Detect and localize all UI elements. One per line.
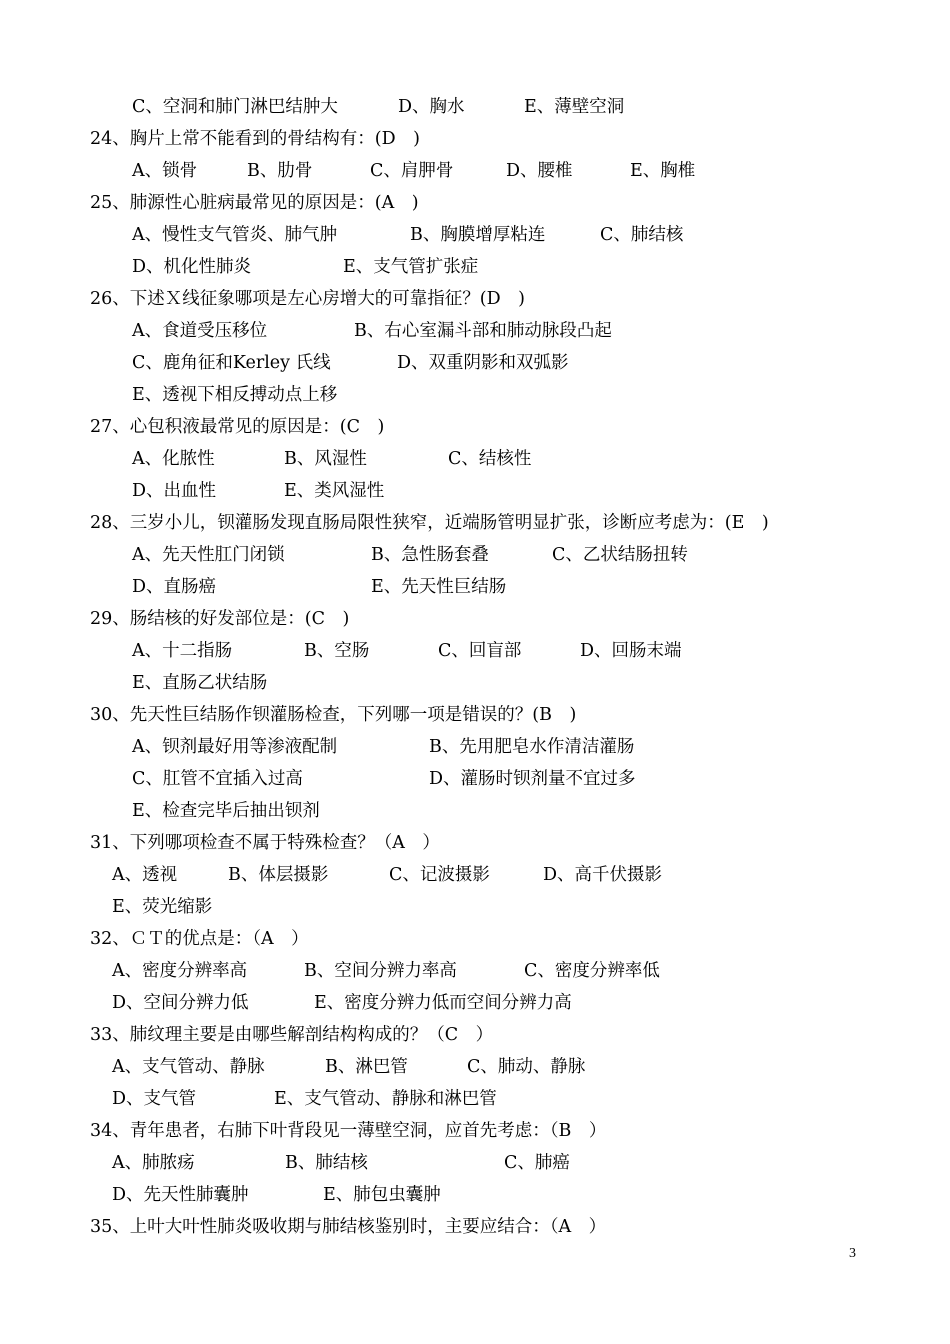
option-text: D、胸水 xyxy=(398,97,465,117)
question-text: 29、肠结核的好发部位是：(C ) xyxy=(90,609,350,629)
option-text: C、肺动、静脉 xyxy=(467,1057,586,1077)
question-text: 32、ＣＴ的优点是：（A ） xyxy=(90,929,309,949)
option-text: D、灌肠时钡剂量不宜过多 xyxy=(429,769,636,789)
question-text: 28、三岁小儿，钡灌肠发现直肠局限性狭窄，近端肠管明显扩张，诊断应考虑为：(E ) xyxy=(90,513,769,533)
option-text: E、检查完毕后抽出钡剂 xyxy=(132,801,320,821)
option-text: D、支气管 xyxy=(112,1089,197,1109)
option-text: D、双重阴影和双弧影 xyxy=(397,353,569,373)
option-text: A、十二指肠 xyxy=(132,641,233,661)
option-text: A、食道受压移位 xyxy=(132,321,268,341)
option-text: A、密度分辨率高 xyxy=(112,961,248,981)
page-number: 3 xyxy=(849,1246,856,1261)
option-text: D、先天性肺囊肿 xyxy=(112,1185,249,1205)
option-text: B、体层摄影 xyxy=(228,865,329,885)
question-text: 25、肺源性心脏病最常见的原因是：(A ) xyxy=(90,193,419,213)
option-text: E、先天性巨结肠 xyxy=(371,577,507,597)
option-text: D、直肠癌 xyxy=(132,577,217,597)
option-text: B、胸膜增厚粘连 xyxy=(410,225,546,245)
option-text: B、肺结核 xyxy=(285,1153,368,1173)
option-text: E、密度分辨力低而空间分辨力高 xyxy=(314,993,572,1013)
question-text: 26、下述Ｘ线征象哪项是左心房增大的可靠指征？(D ) xyxy=(90,289,525,309)
option-text: D、空间分辨力低 xyxy=(112,993,249,1013)
question-text: 24、胸片上常不能看到的骨结构有：(D ) xyxy=(90,129,420,149)
option-text: D、出血性 xyxy=(132,481,217,501)
option-text: D、机化性肺炎 xyxy=(132,257,252,277)
option-text: E、透视下相反搏动点上移 xyxy=(132,385,338,405)
option-text: A、化脓性 xyxy=(132,449,215,469)
option-text: C、肺结核 xyxy=(600,225,684,245)
question-text: 31、下列哪项检查不属于特殊检查？（A ） xyxy=(90,833,440,853)
option-text: E、支气管扩张症 xyxy=(343,257,479,277)
option-text: E、肺包虫囊肿 xyxy=(323,1185,441,1205)
option-text: C、乙状结肠扭转 xyxy=(552,545,688,565)
option-text: B、右心室漏斗部和肺动脉段凸起 xyxy=(354,321,612,341)
option-text: C、回盲部 xyxy=(438,641,522,661)
option-text: A、肺脓疡 xyxy=(112,1153,195,1173)
option-text: E、直肠乙状结肠 xyxy=(132,673,268,693)
option-text: D、高千伏摄影 xyxy=(543,865,663,885)
option-text: A、慢性支气管炎、肺气肿 xyxy=(132,225,338,245)
option-text: D、腰椎 xyxy=(506,161,573,181)
option-text: E、胸椎 xyxy=(630,161,696,181)
option-text: C、记波摄影 xyxy=(389,865,490,885)
option-text: B、空肠 xyxy=(304,641,370,661)
option-text: C、肛管不宜插入过高 xyxy=(132,769,303,789)
option-text: C、结核性 xyxy=(448,449,532,469)
question-text: 35、上叶大叶性肺炎吸收期与肺结核鉴别时，主要应结合：（A ） xyxy=(90,1217,607,1237)
option-text: E、薄壁空洞 xyxy=(524,97,625,117)
option-text: B、急性肠套叠 xyxy=(371,545,489,565)
option-text: A、支气管动、静脉 xyxy=(112,1057,265,1077)
option-text: B、空间分辨力率高 xyxy=(304,961,457,981)
option-text: C、空洞和肺门淋巴结肿大 xyxy=(132,97,338,117)
option-text: A、先天性肛门闭锁 xyxy=(132,545,285,565)
option-text: B、先用肥皂水作清洁灌肠 xyxy=(429,737,635,757)
option-text: A、透视 xyxy=(112,865,178,885)
question-text: 27、心包积液最常见的原因是：(C ) xyxy=(90,417,385,437)
option-text: E、类风湿性 xyxy=(284,481,385,501)
option-text: A、钡剂最好用等渗液配制 xyxy=(132,737,338,757)
question-text: 33、肺纹理主要是由哪些解剖结构构成的？（C ） xyxy=(90,1025,494,1045)
option-text: B、淋巴管 xyxy=(325,1057,408,1077)
option-text: B、肋骨 xyxy=(247,161,313,181)
option-text: B、风湿性 xyxy=(284,449,367,469)
option-text: C、肺癌 xyxy=(504,1153,570,1173)
option-text: C、密度分辨率低 xyxy=(524,961,660,981)
question-text: 34、青年患者，右肺下叶背段见一薄壁空洞，应首先考虑：（B ） xyxy=(90,1121,607,1141)
option-text: E、荧光缩影 xyxy=(112,897,213,917)
option-text: E、支气管动、静脉和淋巴管 xyxy=(274,1089,497,1109)
option-text: A、锁骨 xyxy=(132,161,198,181)
option-text: D、回肠末端 xyxy=(580,641,682,661)
question-text: 30、先天性巨结肠作钡灌肠检查，下列哪一项是错误的？(B ) xyxy=(90,705,577,725)
option-text: C、鹿角征和Kerley 氏线 xyxy=(132,353,331,373)
option-text: C、肩胛骨 xyxy=(370,161,454,181)
